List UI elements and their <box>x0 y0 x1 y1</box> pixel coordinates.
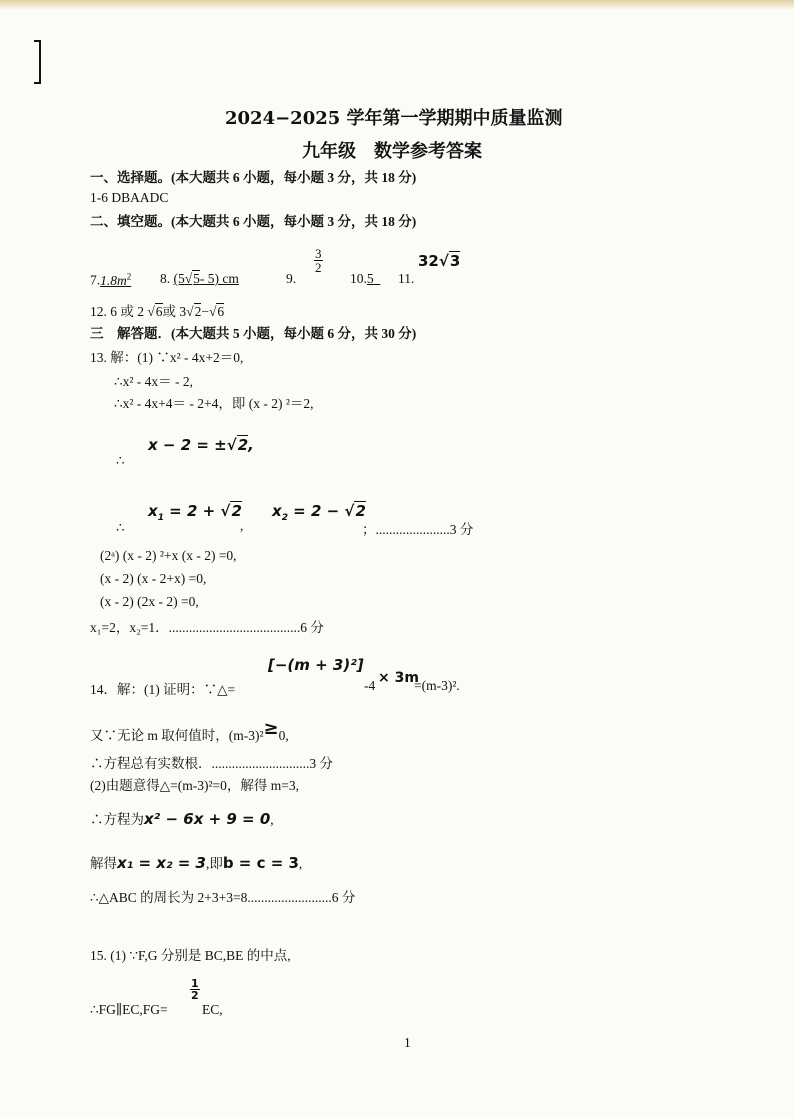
q14-line2-pre: 又∵无论 m 取何值时，(m-3)² <box>90 728 264 743</box>
q13-x2-rhs: = 2 − <box>287 502 345 520</box>
section2-header: 二、填空题。(本大题共 6 小题，每小题 3 分，共 18 分) <box>90 214 417 229</box>
q13-line7: (x - 2) (x - 2+x) =0, <box>100 571 207 586</box>
q14-line4: (2)由题意得△=(m-3)²=0，解得 m=3, <box>90 778 299 793</box>
q7-answer-line <box>90 271 131 289</box>
q14-bracket: [−(m + 3)²] <box>268 656 364 674</box>
q11-rad: 3 <box>449 252 461 270</box>
scan-edge <box>0 0 794 10</box>
q13-line3: ∴x² - 4x+4＝ - 2+4，即 (x - 2) ²＝2, <box>114 396 314 411</box>
q9-label: 9. <box>286 271 297 286</box>
q14-line6 <box>90 852 302 872</box>
q11-label: 11. <box>398 271 415 286</box>
q13-eq1-end: , <box>248 436 254 454</box>
q14-line2 <box>90 718 289 745</box>
q14-line5-pre: ∴方程为 <box>90 812 144 827</box>
q14-line3: ∴方程总有实数根．.............................3 分 <box>90 756 333 771</box>
q13-x1-rhs: = 2 + <box>163 502 221 520</box>
q13-x2: x <box>272 502 282 520</box>
q14-minus4: -4 <box>364 678 376 693</box>
q14-geq: ≥ <box>263 718 279 739</box>
q7-answer: 1.8m <box>100 272 127 288</box>
q12-answer-line: 12. 6 或 2 √6或 3√2−√6 <box>90 304 225 319</box>
section1-answers: 1-6 DBAADC <box>90 190 169 205</box>
q8-post: - 5) cm <box>199 271 239 286</box>
q14-line5-eq: x² − 6x + 9 = 0 <box>144 810 271 828</box>
q13-line1: 13. 解：(1) ∵x² - 4x+2＝0, <box>90 350 244 365</box>
q13-score-3: ；......................3 分 <box>362 522 474 537</box>
therefore-symbol-2: ∴ <box>116 520 125 535</box>
q7-label: 7. <box>90 272 101 288</box>
q14-line6-mid: ,即 <box>205 856 223 871</box>
q8-pre: (5 <box>173 271 185 286</box>
therefore-symbol: ∴ <box>116 453 125 468</box>
q14-line5-end: , <box>270 812 274 827</box>
q11-coef: 32 <box>418 252 439 270</box>
q13-x2-eq: $x_2 = 2 - √2$ <box>272 502 366 523</box>
q9-fraction <box>314 247 323 274</box>
q10-answer: 5 <box>366 271 374 286</box>
section1-header: 一、选择题。(本大题共 6 小题，每小题 3 分，共 18 分) <box>90 170 417 185</box>
q7-exp: 2 <box>126 271 132 281</box>
q9-den: 2 <box>315 260 322 275</box>
doc-subtitle: 九年级 数学参考答案 <box>302 141 482 162</box>
q12-rad2: 2 <box>194 304 202 319</box>
q8-answer-line: 8. (5√5- 5) cm <box>160 271 239 286</box>
q13-x2-sub: 2 <box>281 513 288 523</box>
section3-header: 三 解答题．(本大题共 5 小题，每小题 6 分，共 30 分) <box>90 326 417 341</box>
q13-eq1-lhs: x − 2 = ± <box>148 436 227 454</box>
q14-line5 <box>90 808 274 828</box>
page-number: 1 <box>404 1035 411 1050</box>
q13-line2: ∴x² - 4x＝ - 2, <box>114 374 194 389</box>
q8-rad: 5 <box>193 271 200 286</box>
q13-x1-rad: 2 <box>231 502 242 520</box>
q15-den: 2 <box>191 989 199 1002</box>
q14-line6-eq2: b = c = 3 <box>222 854 299 872</box>
q15-fraction <box>190 978 200 1001</box>
q9-num: 3 <box>315 246 322 261</box>
q14-times: × 3m <box>378 670 419 686</box>
q14-line6-end: , <box>298 856 303 871</box>
q13-comma: , <box>240 518 244 533</box>
q13-x1-sub: 1 <box>157 513 164 523</box>
q10-label: 10. <box>350 271 367 286</box>
q13-x1-eq: $x_1 = 2 + √2$ <box>148 502 242 523</box>
q8-label: 8. <box>160 271 171 286</box>
q13-eq1: x − 2 = ±√2, <box>148 436 254 454</box>
q13-line6: (2ᵃ) (x - 2) ²+x (x - 2) =0, <box>100 548 237 563</box>
q15-num: 1 <box>191 977 199 990</box>
q12-mid: 或 3 <box>162 304 187 319</box>
q13-line9: x₁=2，x₂=1．.......................................6 分 <box>90 620 324 635</box>
doc-title: 2024−2025 学年第一学期期中质量监测 <box>225 108 563 129</box>
q14-line7: ∴△ABC 的周长为 2+3+3=8.........................6 分 <box>90 890 356 905</box>
q14-line6-pre: 解得 <box>90 856 117 871</box>
q14-post: =(m-3)². <box>414 678 460 693</box>
q12-rad1: 6 <box>155 304 163 319</box>
q14-line2-post: 0, <box>278 728 289 743</box>
q15-line1: 15. (1) ∵F,G 分别是 BC,BE 的中点, <box>90 948 291 963</box>
q12-pre: 12. 6 或 2 <box>90 304 148 319</box>
q12-minus: − <box>201 304 209 319</box>
q11-answer: 32√3 <box>418 252 461 270</box>
q13-x1: x <box>148 502 158 520</box>
q13-x2-rad: 2 <box>355 502 366 520</box>
q14-line6-eq: x₁ = x₂ = 3 <box>117 854 206 872</box>
q15-line2-post: EC, <box>202 1002 223 1017</box>
binding-bracket <box>34 40 41 84</box>
q12-rad3: 6 <box>217 304 225 319</box>
q13-line8: (x - 2) (2x - 2) =0, <box>100 594 199 609</box>
q13-eq1-rad: 2 <box>237 436 249 454</box>
q14-line1-pre: 14．解：(1) 证明：∵△= <box>90 682 236 697</box>
q15-line2-pre: ∴FG∥EC,FG= <box>90 1002 168 1017</box>
q10-answer-line <box>350 271 380 287</box>
